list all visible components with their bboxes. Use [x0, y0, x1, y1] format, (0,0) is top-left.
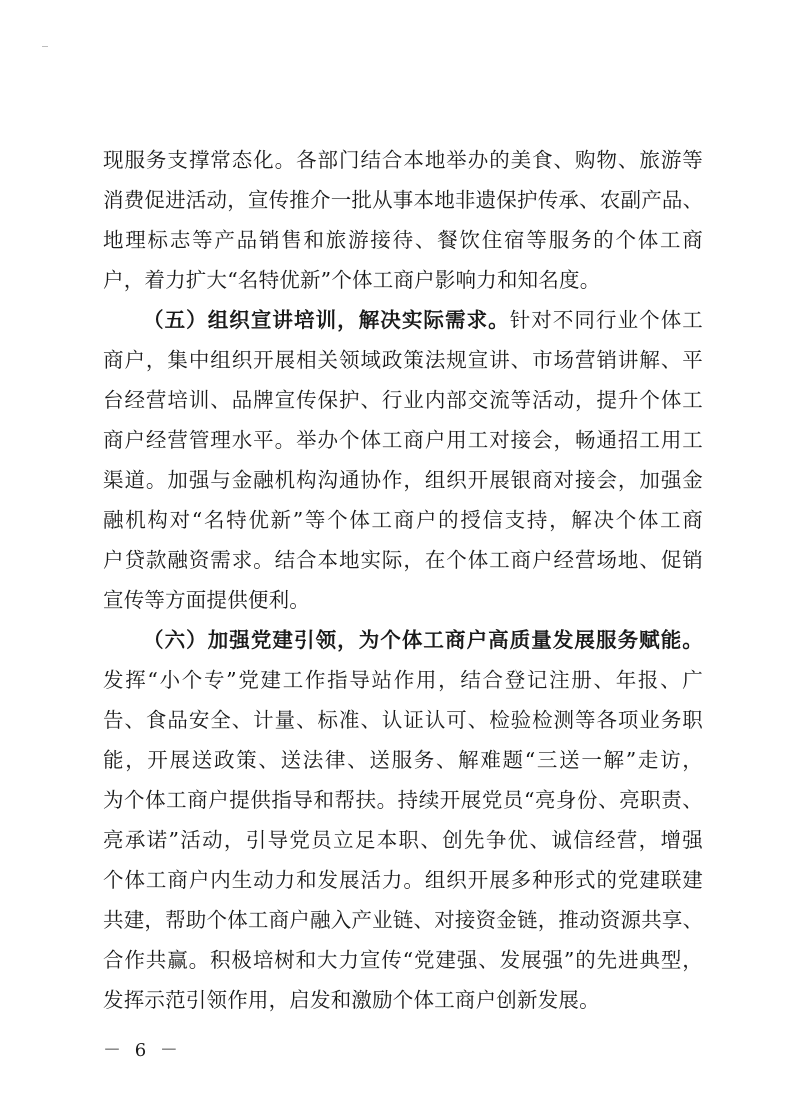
- text-line: 合作共赢。积极培树和大力宣传“党建强、发展强”的先进典型，: [103, 948, 703, 972]
- text-line: 台经营培训、品牌宣传保护、行业内部交流等活动，提升个体工: [103, 388, 703, 412]
- text-line: 告、食品安全、计量、标准、认证认可、检验检测等各项业务职: [103, 708, 703, 732]
- scan-corner-mark: [42, 46, 48, 47]
- body-text: [103, 140, 703, 1020]
- text-line: 地理标志等产品销售和旅游接待、餐饮住宿等服务的个体工商: [103, 228, 703, 252]
- text-line: 户贷款融资需求。结合本地实际，在个体工商户经营场地、促销: [103, 548, 703, 572]
- text-line: 商户，集中组织开展相关领域政策法规宣讲、市场营销讲解、平: [103, 348, 703, 372]
- text-line: 宣传等方面提供便利。: [103, 588, 310, 612]
- text-line: 为个体工商户提供指导和帮扶。持续开展党员“亮身份、亮职责、: [103, 788, 703, 812]
- text-line: 渠道。加强与金融机构沟通协作，组织开展银商对接会，加强金: [103, 468, 703, 492]
- section-five-heading: （五）组织宣讲培训，解决实际需求。: [143, 308, 510, 332]
- text-line: 户，着力扩大“名特优新”个体工商户影响力和知名度。: [103, 268, 601, 292]
- page-number: － 6 －: [103, 1040, 182, 1061]
- text-line: 共建，帮助个体工商户融入产业链、对接资金链，推动资源共享、: [103, 908, 704, 932]
- text-line: 能，开展送政策、送法律、送服务、解难题“三送一解”走访，: [103, 748, 703, 772]
- section-six-first-line: [103, 620, 703, 660]
- text-line: 消费促进活动，宣传推介一批从事本地非遗保护传承、农副产品、: [103, 188, 704, 212]
- text-line: 发挥示范引领作用，启发和激励个体工商户创新发展。: [103, 988, 600, 1012]
- text-line: 亮承诺”活动，引导党员立足本职、创先争优、诚信经营，增强: [103, 828, 703, 852]
- text-line: 商户经营管理水平。举办个体工商户用工对接会，畅通招工用工: [103, 428, 703, 452]
- section-five-first-line: [103, 300, 703, 340]
- text-line: 融机构对“名特优新”等个体工商户的授信支持，解决个体工商: [103, 508, 703, 532]
- text-line: 个体工商户内生动力和发展活力。组织开展多种形式的党建联建: [103, 868, 703, 892]
- section-six-heading: （六）加强党建引领，为个体工商户高质量发展服务赋能。: [143, 628, 703, 652]
- section-five-first-line-text: 针对不同行业个体工: [509, 308, 703, 332]
- text-line: 现服务支撑常态化。各部门结合本地举办的美食、购物、旅游等: [103, 148, 703, 172]
- text-line: 发挥“小个专”党建工作指导站作用，结合登记注册、年报、广: [103, 668, 703, 692]
